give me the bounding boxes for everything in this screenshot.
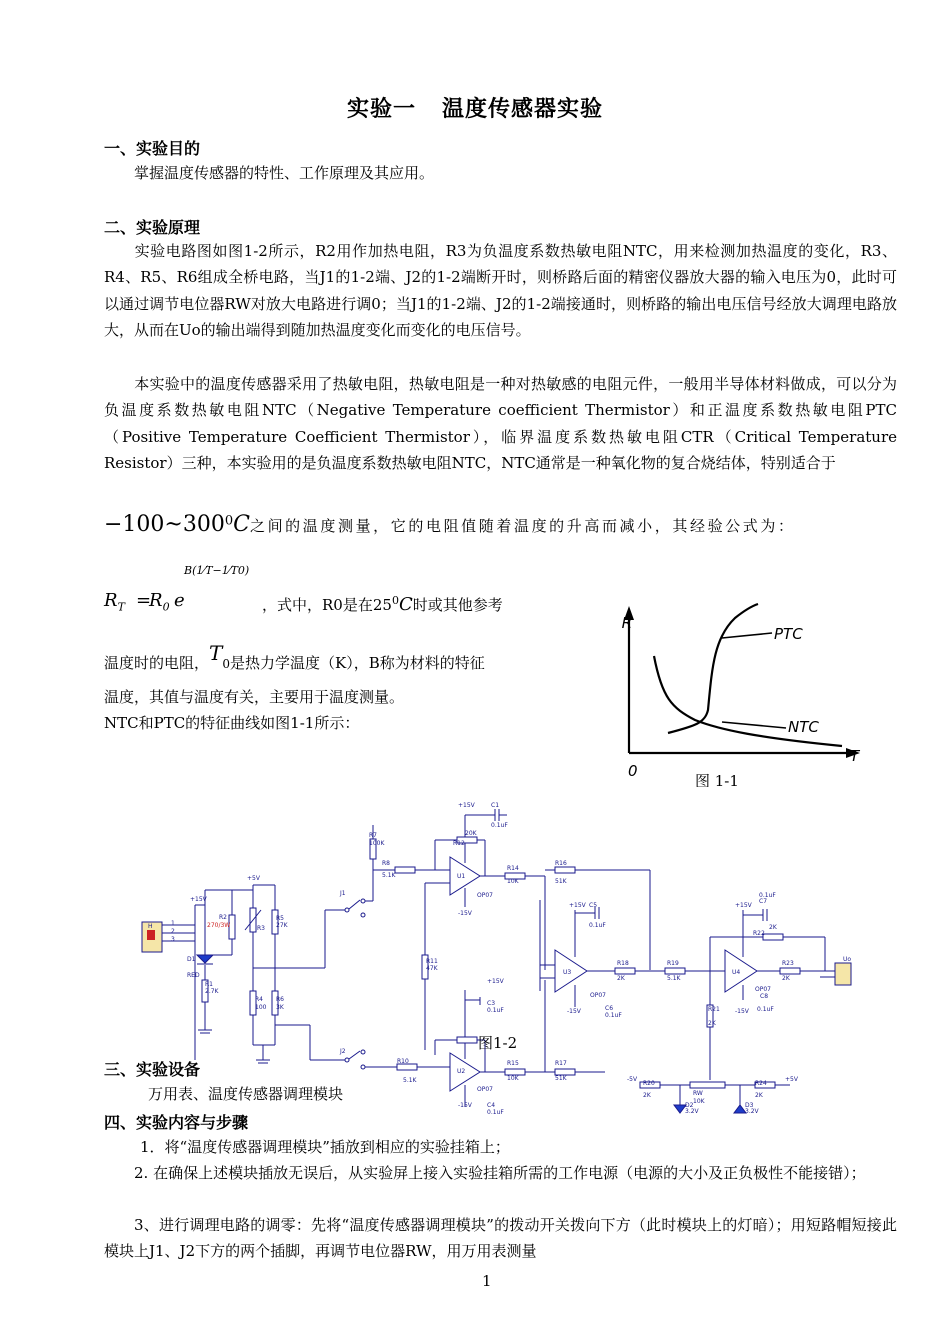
label-r2-value: 270/3W	[207, 922, 231, 929]
label-c8-value: 0.1uF	[757, 1006, 774, 1013]
label-r19: R19	[667, 960, 679, 967]
label-r8-value: 5.1K	[382, 872, 396, 879]
section-heading-procedure: 四、实验内容与步骤	[104, 1113, 249, 1132]
label-vcc15-u1: +15V	[458, 802, 475, 809]
label-uo: Uo	[843, 956, 852, 963]
opamp-u4	[725, 950, 757, 992]
ntc-leader	[722, 722, 786, 728]
label-r17-value: 51K	[555, 1075, 567, 1082]
resistor-r4	[250, 991, 256, 1015]
label-op07-u3: OP07	[590, 992, 606, 999]
label-r20: R20	[643, 1080, 655, 1087]
label-rw-value: 10K	[693, 1098, 705, 1105]
equipment-text: 万用表、温度传感器调理模块	[148, 1085, 344, 1103]
label-j1: J1	[340, 890, 346, 897]
label-r15: R15	[507, 1060, 519, 1067]
label-vcc5: +5V	[247, 875, 260, 882]
label-d2: D2	[685, 1102, 694, 1109]
page-number: 1	[482, 1272, 492, 1290]
formula-line-3: 温度，其值与温度有关，主要用于温度测量。	[104, 688, 405, 706]
label-r24: R24	[755, 1080, 767, 1087]
formula-exponent: B(1⁄T−1⁄T0)	[184, 564, 250, 577]
ptc-curve	[668, 604, 758, 733]
label-r15-value: 10K	[507, 1075, 519, 1082]
label-c6: C6	[605, 1005, 614, 1012]
label-r16-value: 51K	[555, 878, 567, 885]
label-c1: C1	[491, 802, 500, 809]
axis-label-r: R	[621, 614, 632, 632]
label-vcc15-u4: +15V	[735, 902, 752, 909]
label-r6-value: 3K	[276, 1004, 284, 1011]
label-ptc: PTC	[774, 625, 803, 643]
label-r6: R6	[276, 996, 284, 1003]
resistor-r13	[457, 1037, 477, 1043]
resistor-r18	[615, 968, 635, 974]
label-c3-value: 0.1uF	[487, 1007, 504, 1014]
label-c7: C7	[759, 898, 768, 905]
label-d3-value: 3.2V	[745, 1108, 759, 1115]
label-c5: C5	[589, 902, 598, 909]
label-r12-value: 20K	[465, 830, 477, 837]
label-r18: R18	[617, 960, 629, 967]
formula-r0: $R_0$	[149, 590, 170, 614]
label-h: H	[148, 923, 153, 930]
label-r18-value: 2K	[617, 975, 625, 982]
procedure-step-3: 3、进行调理电路的调零：先将“温度传感器调理模块”的拨动开关拨向下方（此时模块上的灯暗）；用短路帽短接此模块上J1、J2下方的两个插脚，再调节电位器RW，用万用表测量	[104, 1216, 897, 1261]
label-vcc5-rw: +5V	[785, 1076, 798, 1083]
label-r23: R23	[782, 960, 794, 967]
label-r4-value: 100	[255, 1004, 267, 1011]
label-r24-value: 2K	[755, 1092, 763, 1099]
resistor-r22	[763, 934, 783, 940]
section-heading-purpose: 一、实验目的	[104, 139, 201, 158]
label-red: RED	[187, 972, 200, 979]
label-u3: U3	[563, 969, 572, 976]
resistor-r16	[555, 867, 575, 873]
formula-eq: =	[136, 590, 152, 611]
label-r14-value: 10K	[507, 878, 519, 885]
range-unit: C	[233, 512, 250, 537]
label-pin-1: 1	[171, 920, 175, 927]
label-r17: R17	[555, 1060, 567, 1067]
formula-explanation: ，式中，R0是在$25^0C$时或其他参考	[262, 594, 503, 615]
label-r23-value: 2K	[782, 975, 790, 982]
label-r7-value: 100K	[369, 840, 385, 847]
label-d1: D1	[187, 956, 196, 963]
label-c8: C8	[760, 993, 769, 1000]
label-pin-2: 2	[171, 928, 175, 935]
label-c7-value: 0.1uF	[759, 892, 776, 899]
label-j2: J2	[340, 1048, 346, 1055]
label-u1: U1	[457, 873, 466, 880]
figure-1-1-caption: 图 1-1	[695, 772, 739, 787]
figure-1-1	[610, 598, 880, 788]
label-pin-3: 3	[171, 936, 175, 943]
principle-paragraph-1: 实验电路图如图1-2所示，R2用作加热电阻，R3为负温度系数热敏电阻NTC，用来检测加热温度的变化，R3、R4、R5、R6组成全桥电路，当J1的1-2端、J2的1-2端断开时，则桥路后面的精密仪器放大器的输入电压为0，此时可以通过调节电位器RW对放大电路进行调0；当J1的1-2端、J2的1-2端接通时，则桥路的输出电压信号经放大调理电路放大，从而在Uo的输出端得到随加热温度变化而变化的电压信号。	[104, 242, 897, 339]
label-c5-value: 0.1uF	[589, 922, 606, 929]
label-op07-u1: OP07	[477, 892, 493, 899]
resistor-r6	[272, 991, 278, 1015]
label-d3: D3	[745, 1102, 754, 1109]
label-c3: C3	[487, 1000, 496, 1007]
label-r10: R10	[397, 1058, 409, 1065]
label-r19-value: 5.1K	[667, 975, 681, 982]
label-c4-value: 0.1uF	[487, 1109, 504, 1116]
label-vee15-u3: -15V	[567, 1008, 581, 1015]
label-vcc15-u3: +15V	[569, 902, 586, 909]
label-r12: R12	[453, 840, 465, 847]
label-r21: R21	[708, 1006, 720, 1013]
label-r2: R2	[219, 914, 227, 921]
resistor-r19	[665, 968, 685, 974]
label-r3: R3	[257, 925, 265, 932]
label-r14: R14	[507, 865, 519, 872]
label-r8: R8	[382, 860, 390, 867]
page-title: 实验一 温度传感器实验	[347, 97, 603, 122]
resistor-r8	[395, 867, 415, 873]
formula-line-4: NTC和PTC的特征曲线如图1-1所示：	[104, 714, 360, 732]
axis-label-t: T	[850, 747, 860, 765]
label-vm5: -5V	[627, 1076, 638, 1083]
range-text: 之间的温度测量，它的电阻值随着温度的升高而减小，其经验公式为：	[249, 517, 796, 535]
axis-origin: 0	[628, 762, 638, 780]
label-d2-value: 3.2V	[685, 1108, 699, 1115]
label-vee15-u2: -15V	[458, 1102, 472, 1109]
label-r5: R5	[276, 915, 284, 922]
label-vcc15-u2: +15V	[487, 978, 504, 985]
label-c1-value: 0.1uF	[491, 822, 508, 829]
label-vee15-u1: -15V	[458, 910, 472, 917]
formula-e: e	[174, 590, 185, 611]
procedure-step-1: 1．将“温度传感器调理模块”插放到相应的实验挂箱上；	[140, 1138, 510, 1156]
label-r11-value: 47K	[426, 965, 438, 972]
resistor-r23	[780, 968, 800, 974]
label-r7: R7	[369, 832, 377, 839]
range-degree: 0	[224, 513, 234, 529]
label-r22: R22	[753, 930, 765, 937]
label-ntc: NTC	[788, 718, 819, 736]
range-math: −100~300	[104, 512, 225, 537]
label-r11: R11	[426, 958, 438, 965]
label-r20-value: 2K	[643, 1092, 651, 1099]
led-d1	[197, 955, 213, 963]
label-c4: C4	[487, 1102, 496, 1109]
label-r10-value: 5.1K	[403, 1077, 417, 1084]
label-op07-u2: OP07	[477, 1086, 493, 1093]
procedure-step-2: 2. 在确保上述模块插放无误后，从实验屏上接入实验挂箱所需的工作电源（电源的大小及正负极性不能接错）；	[134, 1164, 866, 1182]
formula-line-2: 温度时的电阻，$T_0$是热力学温度（K），B称为材料的特征	[104, 641, 485, 672]
label-vee15-u4: -15V	[735, 1008, 749, 1015]
label-vcc15-heater: +15V	[190, 896, 207, 903]
label-op07-u4: OP07	[755, 986, 771, 993]
label-rw: RW	[693, 1090, 703, 1097]
label-r16: R16	[555, 860, 567, 867]
label-r21-value: 2K	[708, 1020, 716, 1027]
output-connector-uo	[835, 963, 851, 985]
label-u4: U4	[732, 969, 741, 976]
formula-rt: $R_T$	[104, 590, 125, 614]
section-heading-principle: 二、实验原理	[104, 218, 201, 237]
label-r1: R1	[205, 981, 213, 988]
potentiometer-rw	[690, 1082, 725, 1088]
label-u2: U2	[457, 1068, 466, 1075]
label-c6-value: 0.1uF	[605, 1012, 622, 1019]
purpose-text: 掌握温度传感器的特性、工作原理及其应用。	[134, 164, 435, 182]
section-heading-equipment: 三、实验设备	[104, 1060, 201, 1079]
principle-paragraph-2: 本实验中的温度传感器采用了热敏电阻，热敏电阻是一种对热敏感的电阻元件，一般用半导体材料做成，可以分为负温度系数热敏电阻NTC（Negative Temperature coefficient Thermistor）和正温度系数热敏电阻PTC（Positive Temperature Coefficient Thermistor），临界温度系数热敏电阻CTR（Critical Temperature Resistor）三种，本实验用的是负温度系数热敏电阻NTC，NTC通常是一种氧化物的复合烧结体，特别适合于	[104, 375, 897, 472]
formula	[104, 564, 604, 620]
label-r4: R4	[255, 996, 263, 1003]
label-r22-value: 2K	[769, 924, 777, 931]
ptc-leader	[722, 633, 772, 638]
label-r5-value: 27K	[276, 922, 288, 929]
range-line	[104, 512, 897, 537]
figure-1-2-caption: 图1-2	[478, 1034, 518, 1052]
label-r1-value: 2.7K	[205, 988, 219, 995]
